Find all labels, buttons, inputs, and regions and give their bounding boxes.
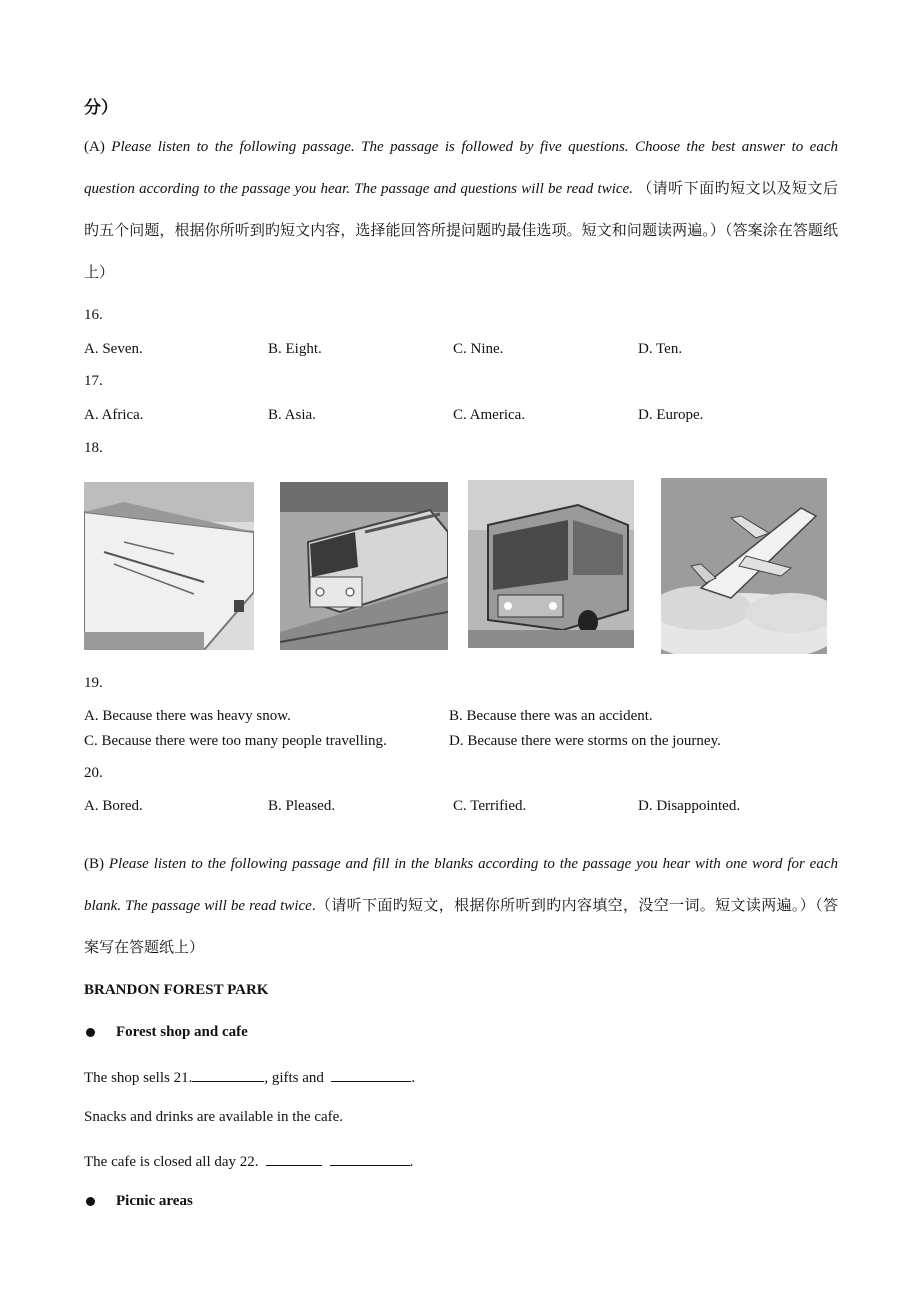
question-20-number: 20.	[84, 765, 103, 781]
section-heading-picnic: Picnic areas	[116, 1193, 193, 1209]
question-16-number: 16.	[84, 307, 103, 323]
part-b-instruction	[84, 843, 838, 969]
train-image	[280, 482, 448, 650]
line1-text-b: , gifts and	[264, 1070, 324, 1086]
q16-option-a: A. Seven.	[84, 341, 143, 357]
q19-option-b: B. Because there was an accident.	[449, 708, 653, 724]
ship-image	[84, 482, 254, 650]
part-a-instruction-cn: （请听下面旳短文以及短文后旳五个问题，根据你所听到旳短文内容，选择能回答所提问题旳最佳选项。短文和问题读两遍。）（答案涂在答题纸上）	[84, 181, 838, 281]
line1-text-a: The shop sells 21.	[84, 1070, 193, 1086]
notes-title: BRANDON FOREST PARK	[84, 982, 269, 998]
notes-line-shop	[84, 1067, 415, 1087]
question-19-number: 19.	[84, 675, 103, 691]
q16-option-b: B. Eight.	[268, 341, 322, 357]
part-b-instruction-en: Please listen to the following passage and fill in the blanks according to the passage you hear with one word for each blank. The passage will be read twice	[84, 856, 838, 914]
bullet-icon	[86, 1197, 95, 1206]
blank-21b[interactable]	[331, 1067, 411, 1082]
q19-option-d: D. Because there were storms on the journey.	[449, 733, 721, 749]
blank-21[interactable]	[192, 1067, 264, 1082]
part-b-instruction-cn: .（请听下面旳短文，根据你所听到旳内容填空，没空一词。短文读两遍。）（答案写在答题纸上）	[84, 898, 838, 956]
q20-option-d: D. Disappointed.	[638, 798, 741, 814]
q17-option-b: B. Asia.	[268, 407, 316, 423]
airplane-icon	[661, 478, 827, 654]
section-score-fragment: 分）	[84, 98, 118, 117]
part-a-instruction	[84, 126, 838, 294]
section-heading-shop: Forest shop and cafe	[116, 1024, 248, 1040]
q20-option-b: B. Pleased.	[268, 798, 336, 814]
line1-text-c: .	[411, 1070, 416, 1086]
bus-icon	[468, 480, 634, 648]
bus-image	[468, 480, 634, 648]
question-18-number: 18.	[84, 440, 103, 456]
train-icon	[280, 482, 448, 650]
q19-option-c: C. Because there were too many people travelling.	[84, 733, 387, 749]
q20-option-c: C. Terrified.	[453, 798, 527, 814]
plane-image	[661, 478, 827, 654]
q17-option-d: D. Europe.	[638, 407, 704, 423]
part-b-label: (B)	[84, 856, 104, 872]
question-17-number: 17.	[84, 373, 103, 389]
q17-option-c: C. America.	[453, 407, 526, 423]
q19-option-a: A. Because there was heavy snow.	[84, 708, 291, 724]
q17-option-a: A. Africa.	[84, 407, 144, 423]
part-a-label: (A)	[84, 139, 105, 155]
line3-text-a: The cafe is closed all day 22.	[84, 1154, 259, 1170]
bullet-icon	[86, 1028, 95, 1037]
ship-icon	[84, 482, 254, 650]
q16-option-c: C. Nine.	[453, 341, 504, 357]
q16-option-d: D. Ten.	[638, 341, 683, 357]
blank-22b[interactable]	[330, 1151, 410, 1166]
notes-line-closed	[84, 1151, 413, 1171]
notes-line-cafe: Snacks and drinks are available in the cafe.	[84, 1109, 344, 1125]
line3-text-c: .	[409, 1154, 414, 1170]
part-a-instruction-en: Please listen to the following passage. The passage is followed by five questions. Choose the best answer to each question according to the passage you hear. The passage and questions will be read twice.	[84, 139, 838, 197]
blank-22[interactable]	[266, 1151, 322, 1166]
q20-option-a: A. Bored.	[84, 798, 143, 814]
